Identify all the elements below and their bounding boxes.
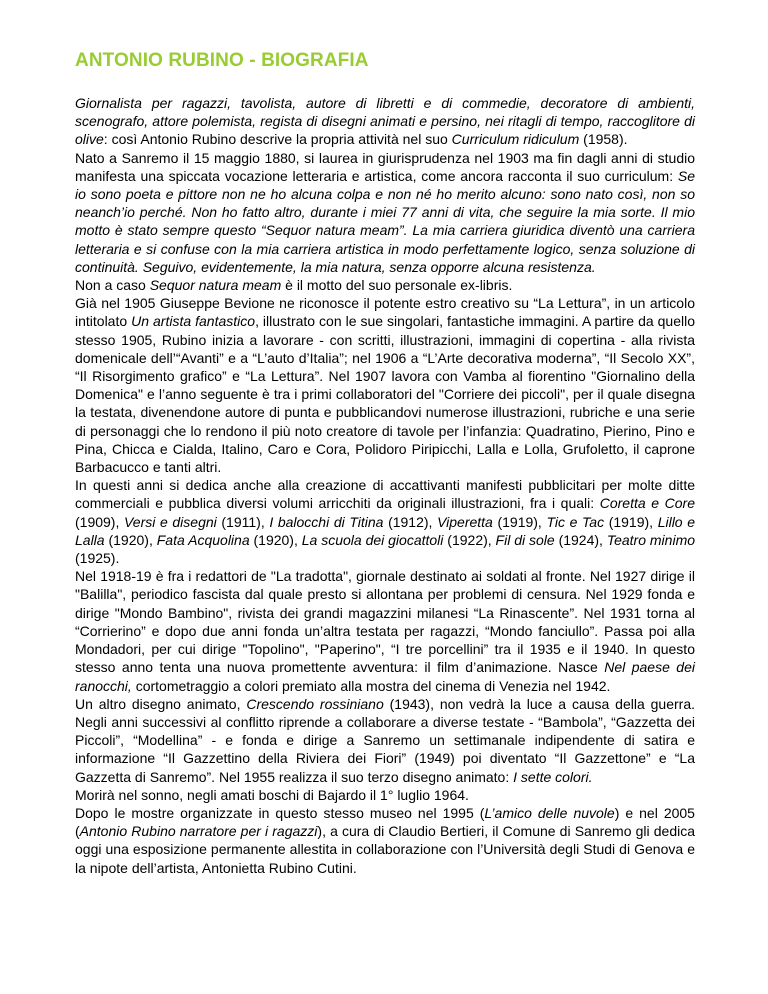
italic-text: Sequor natura meam	[149, 277, 282, 294]
paragraph-1	[75, 94, 695, 149]
document-body	[75, 94, 695, 877]
paragraph-5	[75, 476, 695, 567]
text-run: Un altro disegno animato,	[75, 695, 247, 712]
text-run: (1909),	[75, 513, 124, 530]
text-run: (1958).	[579, 131, 628, 148]
text-run: In questi anni si dedica anche alla creazione di accattivanti manifesti pubblicitari per molte ditte commerciali e pubblica diversi volumi arricchiti da originali illustrazioni, fra i quali:	[75, 477, 695, 512]
italic-text: Fata Acquolina	[156, 531, 250, 548]
italic-text: Coretta e Core	[599, 495, 695, 512]
text-run: (1912),	[383, 513, 438, 530]
italic-text: Crescendo rossiniano	[246, 695, 384, 712]
text-run: (1919),	[492, 513, 547, 530]
text-run: Nato a Sanremo il 15 maggio 1880, si laurea in giurisprudenza nel 1903 ma fin dagli anni di studio manifesta una spiccata vocazione letteraria e artistica, come ancora racconta il suo curriculum:	[75, 149, 695, 184]
italic-text: Lillo e Lalla	[75, 513, 695, 548]
paragraph-4	[75, 294, 695, 476]
italic-text: Teatro minimo	[606, 531, 696, 548]
text-run: (1919),	[604, 513, 658, 530]
paragraph-6	[75, 567, 695, 694]
italic-text: Un artista fantastico	[131, 313, 256, 330]
paragraph-9	[75, 804, 695, 877]
text-run: Non a caso	[75, 277, 150, 294]
text-run: (1922),	[443, 531, 496, 548]
text-run: (1925).	[75, 550, 120, 567]
document-title: ANTONIO RUBINO - BIOGRAFIA	[75, 50, 369, 71]
italic-text: L’amico delle nuvole	[484, 804, 615, 821]
paragraph-7	[75, 695, 695, 786]
text-run: (1943), non vedrà la luce a causa della guerra. Negli anni successivi al conflitto riprende a collaborare a diverse testate - “Bambola”, “Gazzetta dei Piccoli”, “Modellina” - e fonda e dirige a Sanremo un settimanale indipendente di satira e informazione “Il Gazzettino della Riviera dei Fiori” (1949) poi diventato “Il Gazzettone” e “La Gazzetta di Sanremo”. Nel 1955 realizza il suo terzo disegno animato:	[75, 695, 695, 785]
text-run: cortometraggio a colori premiato alla mostra del cinema di Venezia nel 1942.	[131, 677, 611, 694]
text-run: Già nel 1905 Giuseppe Bevione ne riconosce il potente estro creativo su “La Lettura”, in un articolo intitolato	[75, 295, 695, 330]
paragraph-8	[75, 786, 695, 804]
italic-text: Tic e Tac	[546, 513, 605, 530]
italic-text: Nel paese dei ranocchi,	[75, 659, 695, 694]
text-run: (1911),	[216, 513, 270, 530]
text-run: Dopo le mostre organizzate in questo stesso museo nel 1995 (	[75, 804, 485, 821]
italic-text: Giornalista per ragazzi, tavolista, autore di libretti e di commedie, decoratore di ambienti, scenografo, attore polemista, regista di disegni animati e persino, nei ritagli di tempo, raccoglitore di olive	[75, 95, 695, 148]
text-run: ), a cura di Claudio Bertieri, il Comune di Sanremo gli dedica oggi una esposizione permanente allestita in collaborazione con l’Università degli Studi di Genova e la nipote dell’artista, Antonietta Rubino Cutini.	[75, 823, 695, 876]
italic-text: I sette colori.	[513, 768, 593, 785]
text-run: ) e nel 2005 (	[75, 804, 695, 840]
text-run: Morirà nel sonno, negli amati boschi di Bajardo il 1° luglio 1964.	[75, 786, 469, 803]
italic-text: Se io sono poeta e pittore non ne ho alcuna colpa e non né ho merito alcuno: sono nato così, non so neanch’io perché. Non ho fatto altro, durante i miei 77 anni di vita, che seguire la mia sorte. Il mio motto è stato sempre questo “Sequor natura meam”. La mia carriera giuridica diventò una carriera letteraria e si confuse con la mia carriera artistica in modo perfettamente logico, senza soluzione di continuità. Seguivo, evidentemente, la mia natura, senza opporre alcuna resistenza.	[75, 167, 695, 275]
italic-text: Curriculum ridiculum	[451, 131, 580, 148]
italic-text: I balocchi di Titina	[269, 513, 384, 530]
text-run: (1920),	[249, 531, 302, 548]
italic-text: Antonio Rubino narratore per i ragazzi	[79, 823, 318, 840]
text-run: (1924),	[554, 531, 607, 548]
text-run: Nel 1918-19 è fra i redattori de "La tradotta", giornale destinato ai soldati al fronte. Nel 1927 dirige il "Balilla", periodico fascista dal quale presto si allontana per problemi di censura. Nel 1929 fonda e dirige "Mondo Bambino", rivista dei grandi magazzini milanesi “La Rinascente”. Nel 1931 torna al “Corrierino” e dopo due anni fonda un’altra testata per ragazzi, “Mondo fanciullo”. Passa poi alla Mondadori, per cui dirige "Topolino", "Paperino", “I tre porcellini” tra il 1935 e il 1940. In questo stesso anno tenta una nuova promettente avventura: il film d’animazione. Nasce	[75, 568, 695, 676]
italic-text: Viperetta	[437, 513, 493, 530]
italic-text: Versi e disegni	[123, 513, 217, 530]
italic-text: Fil di sole	[495, 531, 555, 548]
text-run: è il motto del suo personale ex-libris.	[281, 277, 513, 294]
paragraph-3	[75, 276, 695, 294]
italic-text: La scuola dei giocattoli	[301, 531, 444, 548]
text-run: (1920),	[104, 531, 157, 548]
document-page	[75, 50, 695, 877]
text-run: , illustrato con le sue singolari, fantastiche immagini. A partire da quello stesso 1905, Rubino inizia a lavorare - con scritti, illustrazioni, immagini di copertina - alla rivista domenicale dell’“Avanti” e a “L’auto d’Italia”; nel 1906 a “L’Arte decorativa moderna”, “Il Secolo XX”, “Il Risorgimento grafico” e “La Lettura”. Nel 1907 lavora con Vamba al fiorentino "Giornalino della Domenica" e l’anno seguente è tra i primi collaboratori del "Corriere dei piccoli", per il quale disegna la testata, divenendone autore di punta e pubblicandovi numerose illustrazioni, rubriche e una serie di personaggi che lo rendono il più noto creatore di tavole per l’infanzia: Quadratino, Pierino, Pino e Pina, Chicca e Cialda, Italino, Caro e Cora, Polidoro Piripicchi, Lalla e Lolla, Grufoletto, il caprone Barbacucco e tanti altri.	[75, 313, 695, 476]
paragraph-2	[75, 149, 695, 276]
text-run: : così Antonio Rubino descrive la propria attività nel suo	[103, 131, 452, 148]
